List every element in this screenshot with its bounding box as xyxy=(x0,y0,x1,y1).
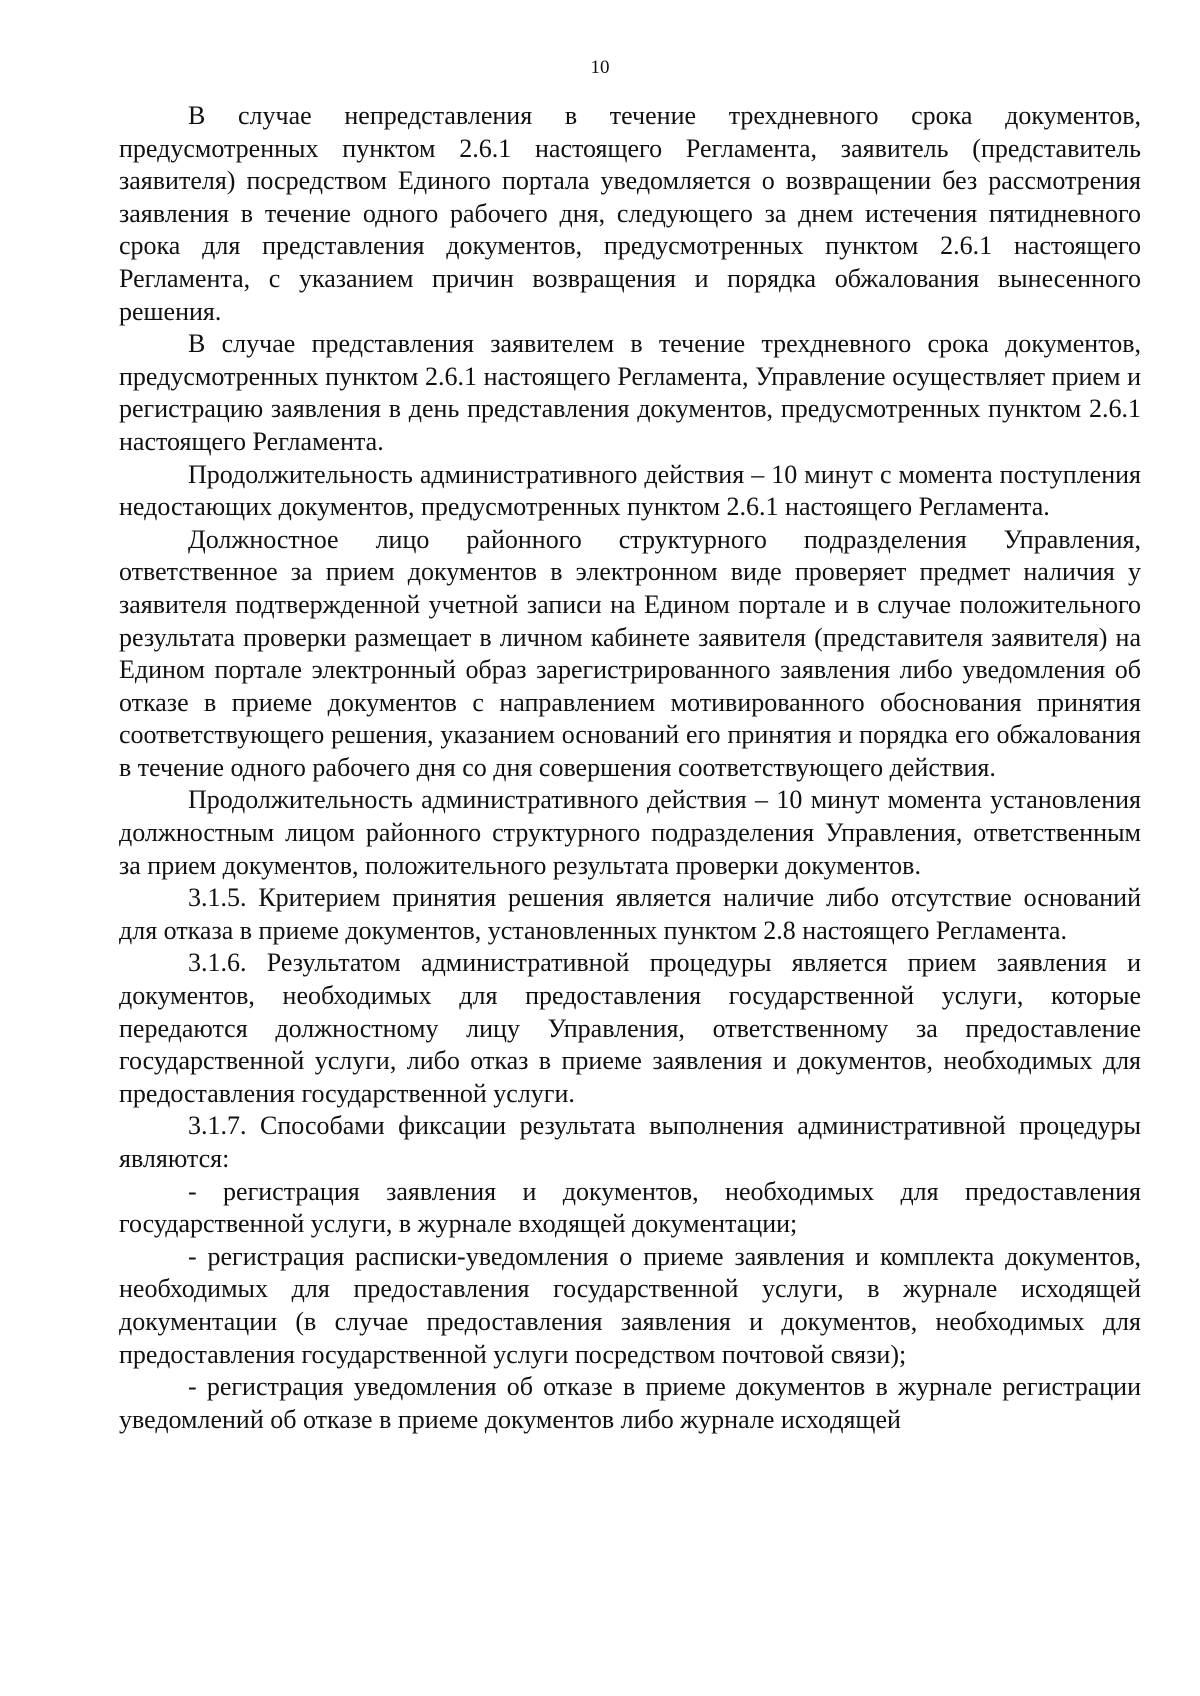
paragraph-3-1-6-procedure-result: 3.1.6. Результатом административной процедуры является прием заявления и документов, необходимых для предоставления государственной услуги, которые передаются должностному лицу Управления, ответственному за предоставление государственной услуги, либо отказ в приеме заявления и документов, необходимых для предоставления государственной услуги. xyxy=(119,948,1141,1108)
paragraph-registration-on-submission: В случае представления заявителем в течение трехдневного срока документов, предусмотренных пунктом 2.6.1 настоящего Регламента, Управление осуществляет прием и регистрацию заявления в день представления документов, предусмотренных пунктом 2.6.1 настоящего Регламента. xyxy=(119,329,1141,456)
list-item-incoming-registration: - регистрация заявления и документов, необходимых для предоставления государственной услуги, в журнале входящей документации; xyxy=(119,1176,1141,1239)
paragraph-3-1-7-fixation-methods: 3.1.7. Способами фиксации результата выполнения административной процедуры являются: xyxy=(119,1111,1141,1173)
paragraph-return-without-review: В случае непредставления в течение трехдневного срока документов, предусмотренных пунктом 2.6.1 настоящего Регламента, заявитель (представитель заявителя) посредством Единого портала уведомляется о возвращении без рассмотрения заявления в течение одного рабочего дня, следующего за днем истечения пятидневного срока для представления документов, предусмотренных пунктом 2.6.1 настоящего Регламента, с указанием причин возвращения и порядка обжалования вынесенного решения. xyxy=(119,101,1141,326)
list-item-refusal-registration: - регистрация уведомления об отказе в приеме документов в журнале регистрации уведомлений об отказе в приеме документов либо журнале исходящей xyxy=(119,1372,1141,1434)
document-body xyxy=(119,100,1141,1436)
page-number: 10 xyxy=(590,57,610,78)
paragraph-3-1-5-decision-criterion: 3.1.5. Критерием принятия решения является наличие либо отсутствие оснований для отказа в приеме документов, установленных пунктом 2.8 настоящего Регламента. xyxy=(119,883,1141,945)
paragraph-official-checks-account: Должностное лицо районного структурного подразделения Управления, ответственное за прием документов в электронном виде проверяет предмет наличия у заявителя подтвержденной учетной записи на Едином портале и в случае положительного результата проверки размещает в личном кабинете заявителя (представителя заявителя) на Едином портале электронный образ зарегистрированного заявления либо уведомления об отказе в приеме документов с направлением мотивированного обоснования принятия соответствующего решения, указанием оснований его принятия и порядка его обжалования в течение одного рабочего дня со дня совершения соответствующего действия. xyxy=(119,524,1141,782)
paragraph-duration-positive-check: Продолжительность административного действия – 10 минут момента установления должностным лицом районного структурного подразделения Управления, ответственным за прием документов, положительного результата проверки документов. xyxy=(119,785,1141,880)
list-item-receipt-registration: - регистрация расписки-уведомления о приеме заявления и комплекта документов, необходимых для предоставления государственной услуги, в журнале исходящей документации (в случае предоставления заявления и документов, необходимых для предоставления государственной услуги посредством почтовой связи); xyxy=(119,1241,1141,1369)
paragraph-duration-missing-documents: Продолжительность административного действия – 10 минут с момента поступления недостающих документов, предусмотренных пунктом 2.6.1 настоящего Регламента. xyxy=(119,459,1141,522)
